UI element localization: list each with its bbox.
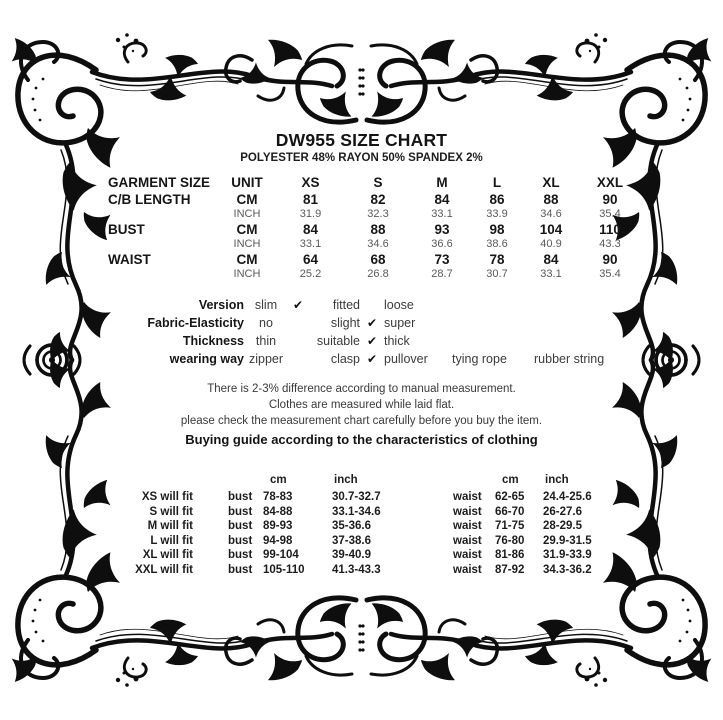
fit-guide-header-row — [104, 473, 631, 490]
fit-size-label: L will fit — [150, 534, 193, 547]
size-value-cell: 34.6 — [540, 208, 562, 220]
size-value-cell: 110 — [599, 222, 621, 237]
col-header-xs: XS — [301, 175, 320, 190]
bust-inch-range: 35-36.6 — [332, 520, 372, 532]
col-header-bust-inch: inch — [334, 474, 358, 486]
size-value-cell: 25.2 — [299, 268, 322, 280]
size-value-cell: 68 — [370, 252, 386, 267]
size-value-cell: 104 — [539, 222, 563, 237]
size-value-cell: 82 — [370, 192, 386, 207]
bust-label: bust — [228, 534, 253, 547]
check-icon: ✔ — [366, 334, 378, 348]
page-title: DW955 SIZE CHART — [275, 130, 448, 150]
size-value-cell: 33.9 — [486, 208, 508, 220]
col-header-s: S — [373, 175, 383, 190]
bust-inch-range: 33.1-34.6 — [332, 505, 381, 518]
row-label — [104, 207, 216, 222]
buying-guide-title: Buying guide according to the characteristics of clothing — [185, 432, 538, 447]
feature-row-elasticity — [104, 314, 634, 332]
bust-label: bust — [228, 520, 253, 532]
bust-cm-range: 94-98 — [263, 534, 293, 547]
waist-label: waist — [453, 520, 482, 532]
size-value-cell: 93 — [434, 222, 450, 237]
unit-cell: INCH — [233, 208, 261, 220]
spacer — [104, 473, 193, 490]
size-value-cell: 38.6 — [486, 238, 508, 250]
feature-option: rubber string — [534, 352, 605, 366]
size-value-cell: 35.4 — [599, 268, 621, 280]
size-value-cell: 33.1 — [431, 208, 453, 220]
unit-cell: INCH — [233, 268, 261, 280]
size-value-cell: 35.4 — [599, 208, 621, 220]
size-table-header-row — [104, 175, 641, 192]
feature-label: Version — [198, 298, 244, 312]
size-value-cell: 33.1 — [299, 238, 322, 250]
unit-cell: INCH — [233, 238, 261, 250]
feature-option: slim — [254, 298, 278, 312]
table-row-waist-cm — [104, 252, 641, 267]
size-value-cell: 43.3 — [599, 238, 621, 250]
fit-size-label: XL will fit — [142, 549, 193, 561]
feature-option: zipper — [248, 352, 284, 366]
feature-row-thickness — [104, 332, 634, 350]
bust-cm-range: 105-110 — [263, 563, 305, 576]
fit-guide-row-xxl — [104, 563, 631, 578]
fit-guide-row-xs — [104, 490, 631, 505]
fit-guide-row-l — [104, 534, 631, 549]
fit-size-label: M will fit — [147, 520, 193, 532]
waist-label: waist — [453, 549, 482, 561]
size-value-cell: 84 — [302, 222, 319, 237]
bust-cm-range: 89-93 — [263, 520, 293, 532]
spacer — [228, 473, 258, 490]
spacer — [453, 473, 480, 490]
waist-cm-range: 71-75 — [495, 520, 525, 532]
check-icon: ✔ — [366, 316, 378, 330]
bust-inch-range: 41.3-43.3 — [332, 563, 381, 576]
bust-label: bust — [228, 549, 253, 561]
size-value-cell: 32.3 — [367, 208, 389, 220]
size-value-cell: 90 — [602, 192, 618, 207]
size-table — [104, 175, 641, 282]
waist-cm-range: 62-65 — [495, 491, 525, 503]
col-header-unit: UNIT — [231, 175, 263, 190]
col-header-l: L — [492, 175, 502, 190]
fit-size-label: XS will fit — [141, 491, 193, 503]
waist-inch-range: 31.9-33.9 — [543, 549, 592, 561]
size-value-cell: 88 — [370, 222, 386, 237]
feature-option: no — [259, 316, 273, 330]
row-label — [104, 267, 216, 282]
size-value-cell: 28.7 — [431, 268, 453, 280]
fit-size-label: XXL will fit — [135, 563, 193, 576]
row-label: BUST — [108, 222, 145, 237]
row-label: WAIST — [108, 252, 151, 267]
feature-row-version — [104, 296, 634, 314]
table-row-bust-inch — [104, 237, 641, 252]
size-value-cell: 78 — [489, 252, 505, 267]
waist-cm-range: 76-80 — [495, 534, 525, 547]
waist-inch-range: 24.4-25.6 — [543, 491, 592, 503]
note-line: please check the measurement chart carefully before you buy the item. — [180, 415, 543, 427]
bust-inch-range: 30.7-32.7 — [332, 491, 381, 503]
feature-row-wearing-way — [104, 350, 634, 368]
col-header-xxl: XXL — [596, 175, 624, 190]
check-icon — [288, 314, 308, 332]
waist-cm-range: 87-92 — [495, 563, 525, 576]
fit-guide-row-xl — [104, 548, 631, 563]
fit-guide-row-s — [104, 505, 631, 520]
size-value-cell: 81 — [302, 192, 319, 207]
bust-label: bust — [228, 563, 253, 576]
size-value-cell: 84 — [434, 192, 450, 207]
waist-label: waist — [453, 491, 482, 503]
check-icon — [288, 332, 308, 350]
waist-cm-range: 81-86 — [495, 549, 525, 561]
col-header-m: M — [436, 175, 448, 190]
feature-option: suitable — [316, 334, 360, 348]
size-value-cell: 26.8 — [367, 268, 389, 280]
feature-option: super — [384, 316, 416, 330]
fit-size-label: S will fit — [149, 505, 193, 518]
row-label: C/B LENGTH — [108, 192, 191, 207]
fit-guide-table — [104, 473, 631, 577]
waist-label: waist — [453, 505, 482, 518]
feature-option: thin — [255, 334, 277, 348]
check-icon — [360, 296, 384, 314]
waist-label: waist — [453, 534, 482, 547]
feature-option: tying rope — [452, 352, 507, 366]
waist-inch-range: 29.9-31.5 — [543, 534, 592, 547]
waist-inch-range: 26-27.6 — [543, 505, 583, 518]
size-value-cell: 90 — [602, 252, 618, 267]
feature-table — [104, 296, 634, 368]
feature-label: wearing way — [169, 352, 244, 366]
size-value-cell: 86 — [489, 192, 505, 207]
bust-inch-range: 37-38.6 — [332, 534, 372, 547]
row-label — [104, 237, 216, 252]
unit-cell: CM — [236, 222, 258, 237]
fit-guide-row-m — [104, 519, 631, 534]
waist-inch-range: 34.3-36.2 — [543, 563, 592, 576]
fabric-composition: POLYESTER 48% RAYON 50% SPANDEX 2% — [240, 152, 483, 164]
size-value-cell: 98 — [489, 222, 505, 237]
size-value-cell: 88 — [543, 192, 559, 207]
bust-cm-range: 84-88 — [263, 505, 293, 518]
bust-cm-range: 78-83 — [263, 491, 293, 503]
note-line: Clothes are measured while laid flat. — [268, 399, 455, 411]
feature-label: Fabric-Elasticity — [147, 316, 244, 330]
size-value-cell: 64 — [302, 252, 319, 267]
feature-option: fitted — [332, 298, 360, 312]
waist-inch-range: 28-29.5 — [543, 520, 583, 532]
waist-label: waist — [453, 563, 482, 576]
table-row-waist-inch — [104, 267, 641, 282]
bust-label: bust — [228, 505, 253, 518]
feature-option: clasp — [330, 352, 360, 366]
col-header-waist-cm: cm — [502, 474, 519, 486]
note-line: There is 2-3% difference according to manual measurement. — [207, 383, 516, 395]
size-value-cell: 31.9 — [299, 208, 322, 220]
col-header-garment-size: GARMENT SIZE — [108, 175, 211, 190]
feature-option: pullover — [384, 352, 428, 366]
size-value-cell: 84 — [543, 252, 559, 267]
size-value-cell: 34.6 — [367, 238, 389, 250]
unit-cell: CM — [236, 252, 258, 267]
size-value-cell: 30.7 — [486, 268, 508, 280]
check-icon: ✔ — [292, 298, 304, 312]
bust-inch-range: 39-40.9 — [332, 549, 372, 561]
col-header-bust-cm: cm — [270, 474, 287, 486]
size-value-cell: 33.1 — [540, 268, 562, 280]
feature-option: slight — [330, 316, 360, 330]
size-value-cell: 36.6 — [431, 238, 453, 250]
table-row-cb-length-inch — [104, 207, 641, 222]
feature-option: thick — [384, 334, 410, 348]
size-value-cell: 40.9 — [540, 238, 562, 250]
table-row-cb-length-cm — [104, 192, 641, 207]
unit-cell: CM — [236, 192, 258, 207]
measurement-notes — [0, 381, 723, 448]
waist-cm-range: 66-70 — [495, 505, 525, 518]
check-icon: ✔ — [366, 352, 378, 366]
feature-label: Thickness — [182, 334, 244, 348]
feature-option: loose — [384, 298, 414, 312]
table-row-bust-cm — [104, 222, 641, 237]
check-icon — [288, 350, 308, 368]
bust-label: bust — [228, 491, 253, 503]
col-header-xl: XL — [542, 175, 560, 190]
size-value-cell: 73 — [434, 252, 450, 267]
col-header-waist-inch: inch — [545, 474, 569, 486]
bust-cm-range: 99-104 — [263, 549, 299, 561]
